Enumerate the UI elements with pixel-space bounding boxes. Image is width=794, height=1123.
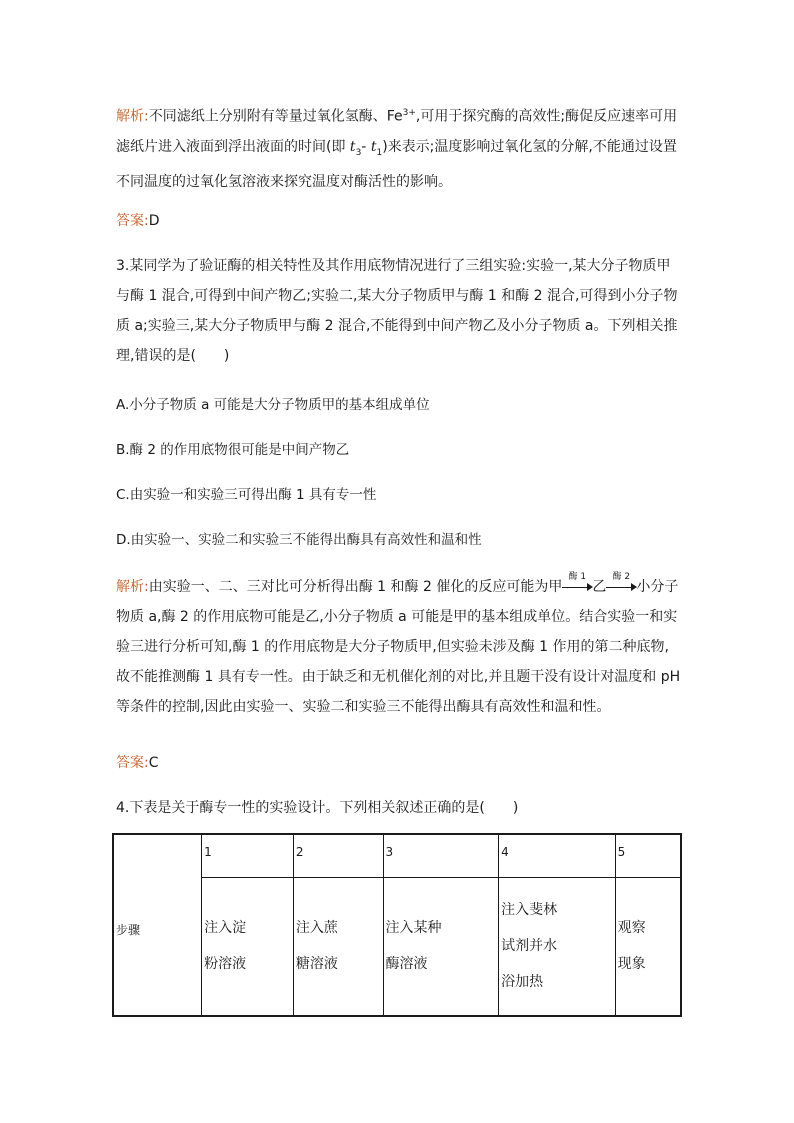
option-c: C.由实验一和实验三可得出酶 1 具有专一性 bbox=[116, 487, 377, 503]
step-number: 4 bbox=[499, 834, 616, 877]
answer-value: D bbox=[148, 213, 160, 229]
step-number: 3 bbox=[383, 834, 499, 877]
answer-q2 bbox=[116, 210, 160, 230]
step-cell: 观察 现象 bbox=[615, 877, 681, 1016]
step-cell: 注入某种 酶溶液 bbox=[383, 877, 499, 1016]
analysis-q3: 解析:由实验一、二、三对比可分析得出酶 1 和酶 2 催化的反应可能为甲 酶 1 乙 酶 2 小分子物质 a,酶 2 的作用底物可能是乙,小分子物质 a 可能是甲的基本组成单位。结合实验一和实验三进行分析可知,酶 1 的作用底物是大分子物质甲,但实验未涉及酶 1 作用的第二种底物,故不能推测酶 1 具有专一性。由于缺乏和无机催化剂的对比,并且题干没有设计对温度和 pH 等条件的控制,因此由实验一、实验二和实验三不能得出酶具有高效性和温和性。 bbox=[116, 572, 681, 715]
answer-label: 答案: bbox=[116, 755, 149, 771]
analysis-label: 解析: bbox=[116, 108, 149, 125]
step-number: 1 bbox=[202, 834, 294, 877]
reaction-arrow-1: 酶 1 bbox=[562, 580, 592, 594]
analysis-q2: 解析:不同滤纸上分别附有等量过氧化氢酶、$Fe^{3+}$,可用于探究酶的高效性;酶促反应速率可用滤纸片进入液面到浮出液面的时间(即 $t_3-$ $t_1$)来表示;温度影响过氧化氢的分解,不能通过设置不同温度的过氧化氢溶液来探究温度对酶活性的影响。 bbox=[116, 108, 678, 191]
analysis-label: 解析: bbox=[116, 579, 149, 595]
row-label-steps: 步骤 bbox=[113, 834, 202, 1016]
answer-label: 答案: bbox=[116, 213, 149, 229]
step-cell: 注入蔗 糖溶液 bbox=[293, 877, 383, 1016]
option-d: D.由实验一、实验二和实验三不能得出酶具有高效性和温和性 bbox=[116, 532, 482, 548]
step-cell: 注入斐林 试剂并水 浴加热 bbox=[499, 877, 616, 1016]
question-4-stem: 4.下表是关于酶专一性的实验设计。下列相关叙述正确的是( ) bbox=[116, 800, 519, 816]
step-number: 2 bbox=[293, 834, 383, 877]
option-a: A.小分子物质 a 可能是大分子物质甲的基本组成单位 bbox=[116, 397, 430, 413]
question-3-stem: 3.某同学为了验证酶的相关特性及其作用底物情况进行了三组实验:实验一,某大分子物质甲与酶 1 混合,可得到中间产物乙;实验二,某大分子物质甲与酶 1 和酶 2 混合,可得到小分子物质 a;实验三,某大分子物质甲与酶 2 混合,不能得到中间产物乙及小分子物质 a。下列相关推理,错误的是( ) bbox=[116, 258, 678, 364]
reaction-arrow-2: 酶 2 bbox=[606, 580, 636, 594]
experiment-table bbox=[112, 833, 682, 1017]
option-b: B.酶 2 的作用底物很可能是中间产物乙 bbox=[116, 442, 350, 458]
answer-value: C bbox=[148, 755, 159, 771]
step-number: 5 bbox=[615, 834, 681, 877]
step-cell: 注入淀 粉溶液 bbox=[202, 877, 294, 1016]
table-header-row bbox=[113, 834, 681, 877]
answer-q3 bbox=[116, 752, 159, 772]
